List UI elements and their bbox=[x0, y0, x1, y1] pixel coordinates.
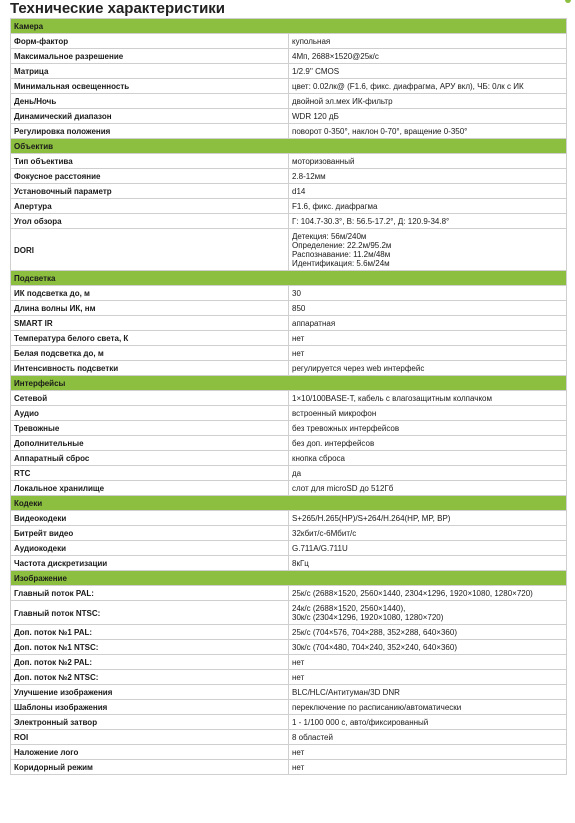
spec-label: Фокусное расстояние bbox=[11, 169, 289, 184]
section-header bbox=[11, 19, 567, 34]
spec-value bbox=[289, 526, 567, 541]
table-row bbox=[11, 391, 567, 406]
corner-mark bbox=[565, 0, 571, 3]
spec-value bbox=[289, 421, 567, 436]
spec-value-line: нет bbox=[292, 349, 305, 358]
spec-value-line: S+265/H.265(HP)/S+264/H.264(HP, MP, BP) bbox=[292, 514, 451, 523]
table-row bbox=[11, 34, 567, 49]
spec-value-line: 30к/с (704×480, 704×240, 352×240, 640×360) bbox=[292, 643, 457, 652]
spec-label: ROI bbox=[11, 730, 289, 745]
spec-value bbox=[289, 511, 567, 526]
spec-value bbox=[289, 640, 567, 655]
table-row bbox=[11, 715, 567, 730]
spec-label: Наложение лого bbox=[11, 745, 289, 760]
spec-label: Дополнительные bbox=[11, 436, 289, 451]
spec-value bbox=[289, 124, 567, 139]
table-row bbox=[11, 184, 567, 199]
spec-label: Частота дискретизации bbox=[11, 556, 289, 571]
spec-value bbox=[289, 286, 567, 301]
spec-label: Тревожные bbox=[11, 421, 289, 436]
spec-value bbox=[289, 94, 567, 109]
spec-value-line: F1.6, фикс. диафрагма bbox=[292, 202, 378, 211]
spec-value bbox=[289, 199, 567, 214]
spec-label: Динамический диапазон bbox=[11, 109, 289, 124]
spec-value-line: 25к/с (2688×1520, 2560×1440, 2304×1296, 1920×1080, 1280×720) bbox=[292, 589, 533, 598]
spec-value bbox=[289, 745, 567, 760]
table-row bbox=[11, 421, 567, 436]
section-header bbox=[11, 271, 567, 286]
spec-label: Длина волны ИК, нм bbox=[11, 301, 289, 316]
spec-value-line: нет bbox=[292, 334, 305, 343]
spec-value-line: цвет: 0.02лк@ (F1.6, фикс. диафрагма, АРУ вкл), ЧБ: 0лк с ИК bbox=[292, 82, 524, 91]
spec-label: Форм-фактор bbox=[11, 34, 289, 49]
spec-value bbox=[289, 301, 567, 316]
section-header bbox=[11, 139, 567, 154]
table-row bbox=[11, 79, 567, 94]
spec-value bbox=[289, 49, 567, 64]
table-row bbox=[11, 49, 567, 64]
spec-label: Главный поток NTSC: bbox=[11, 601, 289, 625]
spec-value bbox=[289, 229, 567, 271]
spec-value bbox=[289, 214, 567, 229]
table-row bbox=[11, 94, 567, 109]
table-row bbox=[11, 169, 567, 184]
table-row bbox=[11, 526, 567, 541]
spec-label: Угол обзора bbox=[11, 214, 289, 229]
table-row bbox=[11, 229, 567, 271]
spec-label: Аудио bbox=[11, 406, 289, 421]
spec-value-line: без доп. интерфейсов bbox=[292, 439, 375, 448]
spec-label: Битрейт видео bbox=[11, 526, 289, 541]
spec-label: День/Ночь bbox=[11, 94, 289, 109]
spec-label: Аппаратный сброс bbox=[11, 451, 289, 466]
section-title: Объектив bbox=[11, 139, 567, 154]
table-row bbox=[11, 214, 567, 229]
spec-value-line: Детекция: 56м/240м bbox=[292, 232, 367, 241]
spec-value-line: 2.8-12мм bbox=[292, 172, 326, 181]
spec-value-line: без тревожных интерфейсов bbox=[292, 424, 400, 433]
spec-label: SMART IR bbox=[11, 316, 289, 331]
section-title: Изображение bbox=[11, 571, 567, 586]
table-row bbox=[11, 286, 567, 301]
table-row bbox=[11, 481, 567, 496]
spec-value-line: слот для microSD до 512Гб bbox=[292, 484, 394, 493]
spec-value-line: BLC/HLC/Антитуман/3D DNR bbox=[292, 688, 400, 697]
spec-value-line: 8кГц bbox=[292, 559, 309, 568]
spec-value-line: 8 областей bbox=[292, 733, 333, 742]
spec-value-line: WDR 120 дБ bbox=[292, 112, 339, 121]
spec-value-line: 850 bbox=[292, 304, 306, 313]
table-row bbox=[11, 466, 567, 481]
spec-label: Регулировка положения bbox=[11, 124, 289, 139]
section-title: Камера bbox=[11, 19, 567, 34]
table-row bbox=[11, 541, 567, 556]
spec-label: Интенсивность подсветки bbox=[11, 361, 289, 376]
spec-value bbox=[289, 556, 567, 571]
spec-value bbox=[289, 184, 567, 199]
spec-value bbox=[289, 670, 567, 685]
spec-label: Установочный параметр bbox=[11, 184, 289, 199]
spec-value-line: 1/2.9'' CMOS bbox=[292, 67, 340, 76]
spec-value bbox=[289, 760, 567, 775]
spec-table-body bbox=[11, 19, 567, 775]
spec-label: Матрица bbox=[11, 64, 289, 79]
spec-value bbox=[289, 331, 567, 346]
spec-value bbox=[289, 406, 567, 421]
table-row bbox=[11, 670, 567, 685]
spec-value bbox=[289, 109, 567, 124]
spec-value-line: 4Мп, 2688×1520@25к/с bbox=[292, 52, 379, 61]
spec-value-line: Распознавание: 11.2м/48м bbox=[292, 250, 391, 259]
spec-value bbox=[289, 34, 567, 49]
section-title: Подсветка bbox=[11, 271, 567, 286]
section-header bbox=[11, 376, 567, 391]
spec-label: Коридорный режим bbox=[11, 760, 289, 775]
table-row bbox=[11, 760, 567, 775]
spec-value-line: 30 bbox=[292, 289, 301, 298]
spec-label: Локальное хранилище bbox=[11, 481, 289, 496]
spec-value-line: Определение: 22.2м/95.2м bbox=[292, 241, 392, 250]
spec-label: Тип объектива bbox=[11, 154, 289, 169]
table-row bbox=[11, 199, 567, 214]
table-row bbox=[11, 700, 567, 715]
spec-value bbox=[289, 601, 567, 625]
spec-label: Электронный затвор bbox=[11, 715, 289, 730]
spec-value-line: двойной эл.мех ИК-фильтр bbox=[292, 97, 393, 106]
table-row bbox=[11, 745, 567, 760]
spec-table bbox=[10, 18, 567, 775]
spec-value bbox=[289, 436, 567, 451]
spec-value bbox=[289, 466, 567, 481]
spec-value bbox=[289, 655, 567, 670]
spec-label: Доп. поток №1 NTSC: bbox=[11, 640, 289, 655]
section-header bbox=[11, 571, 567, 586]
spec-value bbox=[289, 481, 567, 496]
spec-value bbox=[289, 715, 567, 730]
spec-value-line: аппаратная bbox=[292, 319, 336, 328]
spec-value-line: переключение по расписанию/автоматически bbox=[292, 703, 462, 712]
table-row bbox=[11, 640, 567, 655]
table-row bbox=[11, 301, 567, 316]
spec-value-line: встроенный микрофон bbox=[292, 409, 377, 418]
spec-value bbox=[289, 700, 567, 715]
spec-value bbox=[289, 79, 567, 94]
spec-value bbox=[289, 361, 567, 376]
spec-label: Доп. поток №2 NTSC: bbox=[11, 670, 289, 685]
table-row bbox=[11, 316, 567, 331]
table-row bbox=[11, 64, 567, 79]
table-row bbox=[11, 154, 567, 169]
table-row bbox=[11, 346, 567, 361]
spec-label: Главный поток PAL: bbox=[11, 586, 289, 601]
table-row bbox=[11, 361, 567, 376]
page-title: Технические характеристики bbox=[10, 0, 226, 17]
spec-value-line: да bbox=[292, 469, 302, 478]
spec-label: ИК подсветка до, м bbox=[11, 286, 289, 301]
spec-value-line: 24к/с (2688×1520, 2560×1440), bbox=[292, 604, 406, 613]
spec-value-line: моторизованный bbox=[292, 157, 355, 166]
spec-value-line: Идентификация: 5.6м/24м bbox=[292, 259, 390, 268]
spec-value-line: 1×10/100BASE-T, кабель с влагозащитным колпачком bbox=[292, 394, 492, 403]
spec-value bbox=[289, 154, 567, 169]
spec-label: Минимальная освещенность bbox=[11, 79, 289, 94]
spec-value bbox=[289, 316, 567, 331]
table-row bbox=[11, 451, 567, 466]
spec-value-line: d14 bbox=[292, 187, 306, 196]
spec-label: Температура белого света, К bbox=[11, 331, 289, 346]
spec-value-line: купольная bbox=[292, 37, 331, 46]
spec-label: Белая подсветка до, м bbox=[11, 346, 289, 361]
spec-label: Доп. поток №1 PAL: bbox=[11, 625, 289, 640]
spec-value-line: регулируется через web интерфейс bbox=[292, 364, 425, 373]
spec-value-line: 25к/с (704×576, 704×288, 352×288, 640×360) bbox=[292, 628, 457, 637]
table-row bbox=[11, 436, 567, 451]
table-row bbox=[11, 655, 567, 670]
spec-value bbox=[289, 391, 567, 406]
spec-value bbox=[289, 625, 567, 640]
spec-value bbox=[289, 346, 567, 361]
table-row bbox=[11, 331, 567, 346]
spec-label: Доп. поток №2 PAL: bbox=[11, 655, 289, 670]
table-row bbox=[11, 730, 567, 745]
spec-label: Улучшение изображения bbox=[11, 685, 289, 700]
spec-value-line: Г: 104.7-30.3°, В: 56.5-17.2°, Д: 120.9-34.8° bbox=[292, 217, 450, 226]
spec-value-line: нет bbox=[292, 658, 305, 667]
spec-value-line: нет bbox=[292, 673, 305, 682]
table-row bbox=[11, 109, 567, 124]
table-row bbox=[11, 124, 567, 139]
spec-value-line: 32кбит/с-6Мбит/с bbox=[292, 529, 357, 538]
table-row bbox=[11, 586, 567, 601]
section-title: Кодеки bbox=[11, 496, 567, 511]
spec-label: Максимальное разрешение bbox=[11, 49, 289, 64]
spec-value-line: поворот 0-350°, наклон 0-70°, вращение 0-350° bbox=[292, 127, 468, 136]
spec-label: Сетевой bbox=[11, 391, 289, 406]
spec-value bbox=[289, 685, 567, 700]
spec-value-line: 30к/с (2304×1296, 1920×1080, 1280×720) bbox=[292, 613, 444, 622]
table-row bbox=[11, 406, 567, 421]
spec-value-line: нет bbox=[292, 763, 305, 772]
table-row bbox=[11, 601, 567, 625]
section-title: Интерфейсы bbox=[11, 376, 567, 391]
spec-label: Шаблоны изображения bbox=[11, 700, 289, 715]
spec-label: RTC bbox=[11, 466, 289, 481]
spec-value-line: 1 - 1/100 000 с, авто/фиксированный bbox=[292, 718, 429, 727]
table-row bbox=[11, 511, 567, 526]
spec-label: DORI bbox=[11, 229, 289, 271]
spec-value bbox=[289, 169, 567, 184]
spec-value bbox=[289, 541, 567, 556]
spec-label: Апертура bbox=[11, 199, 289, 214]
section-header bbox=[11, 496, 567, 511]
spec-value-line: кнопка сброса bbox=[292, 454, 345, 463]
spec-value bbox=[289, 451, 567, 466]
table-row bbox=[11, 556, 567, 571]
spec-label: Видеокодеки bbox=[11, 511, 289, 526]
spec-value bbox=[289, 64, 567, 79]
spec-value bbox=[289, 730, 567, 745]
spec-value bbox=[289, 586, 567, 601]
spec-value-line: G.711A/G.711U bbox=[292, 544, 348, 553]
table-row bbox=[11, 625, 567, 640]
spec-value-line: нет bbox=[292, 748, 305, 757]
table-row bbox=[11, 685, 567, 700]
spec-label: Аудиокодеки bbox=[11, 541, 289, 556]
